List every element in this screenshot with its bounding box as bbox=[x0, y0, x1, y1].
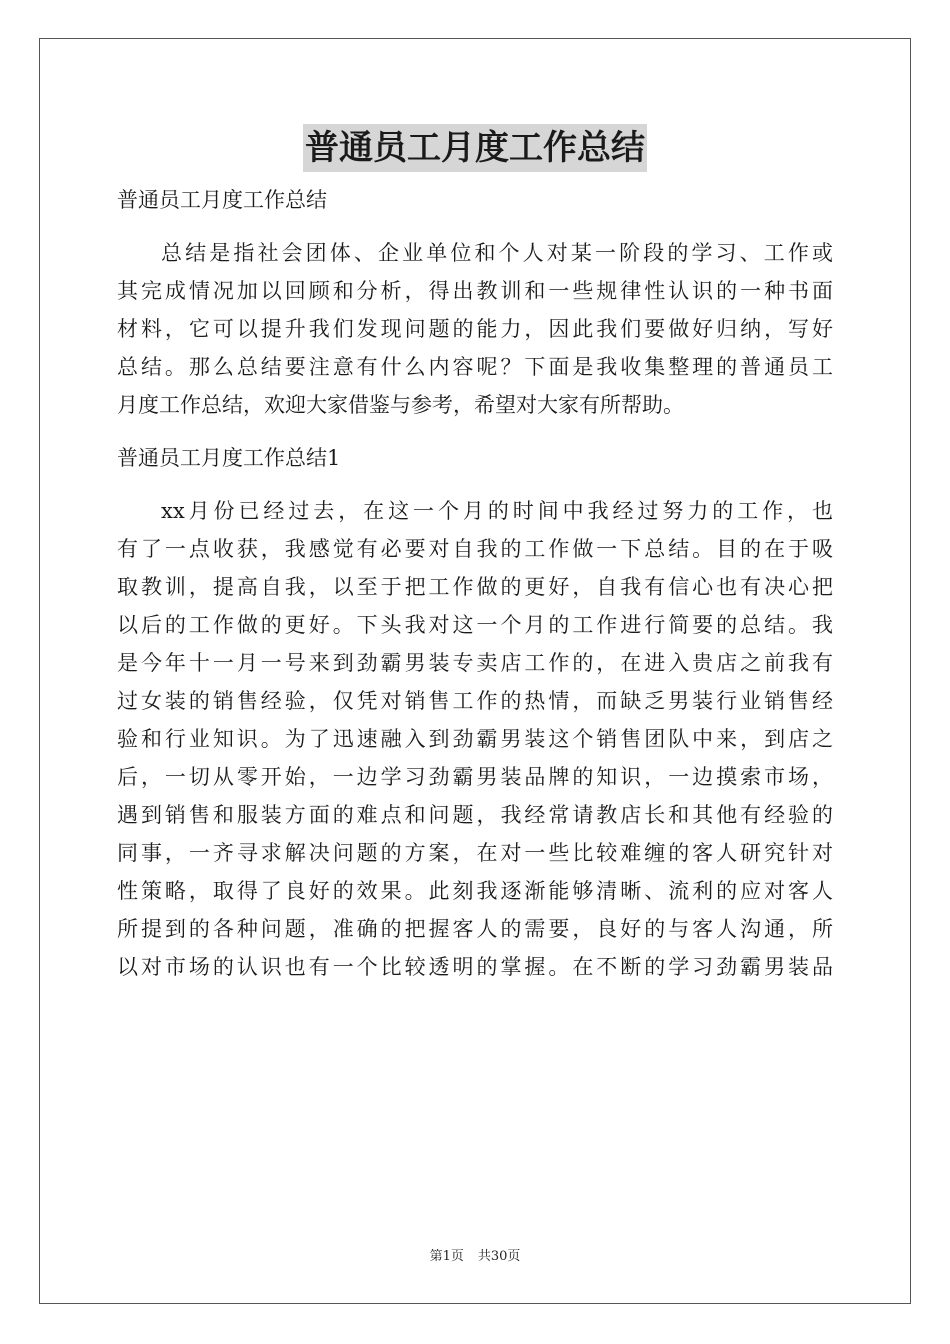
page-number: 第1页 bbox=[429, 1249, 464, 1264]
intro-line: 材料，它可以提升我们发现问题的能力，因此我们要做好归纳，写好 bbox=[117, 317, 833, 341]
document-body bbox=[117, 181, 833, 1001]
intro-line: 其完成情况加以回顾和分析，得出教训和一些规律性认识的一种书面 bbox=[117, 279, 833, 303]
body-line: 有了一点收获，我感觉有必要对自我的工作做一下总结。目的在于吸 bbox=[117, 537, 833, 561]
document-title: 普通员工月度工作总结 bbox=[303, 124, 647, 172]
page-total: 共30页 bbox=[477, 1249, 521, 1264]
body-line: 过女装的销售经验，仅凭对销售工作的热情，而缺乏男装行业销售经 bbox=[117, 689, 833, 713]
intro-paragraph bbox=[117, 234, 833, 424]
document-subtitle: 普通员工月度工作总结 bbox=[117, 188, 327, 212]
section-heading: 普通员工月度工作总结1 bbox=[117, 446, 341, 470]
body-paragraph bbox=[117, 492, 833, 986]
intro-line: 总结。那么总结要注意有什么内容呢？下面是我收集整理的普通员工 bbox=[117, 355, 833, 379]
page-footer bbox=[0, 1245, 950, 1264]
body-line: xx月份已经过去，在这一个月的时间中我经过努力的工作，也 bbox=[161, 499, 833, 523]
body-line: 性策略，取得了良好的效果。此刻我逐渐能够清晰、流利的应对客人 bbox=[117, 879, 833, 903]
body-line: 以后的工作做的更好。下头我对这一个月的工作进行简要的总结。我 bbox=[117, 613, 833, 637]
body-line: 是今年十一月一号来到劲霸男装专卖店工作的，在进入贵店之前我有 bbox=[117, 651, 833, 675]
body-line: 取教训，提高自我，以至于把工作做的更好，自我有信心也有决心把 bbox=[117, 575, 833, 599]
intro-line: 总结是指社会团体、企业单位和个人对某一阶段的学习、工作或 bbox=[161, 241, 833, 265]
body-line: 以对市场的认识也有一个比较透明的掌握。在不断的学习劲霸男装品 bbox=[117, 955, 833, 979]
body-line: 验和行业知识。为了迅速融入到劲霸男装这个销售团队中来，到店之 bbox=[117, 727, 833, 751]
body-line: 所提到的各种问题，准确的把握客人的需要，良好的与客人沟通，所 bbox=[117, 917, 833, 941]
body-line: 后，一切从零开始，一边学习劲霸男装品牌的知识，一边摸索市场， bbox=[117, 765, 833, 789]
intro-line: 月度工作总结，欢迎大家借鉴与参考，希望对大家有所帮助。 bbox=[117, 393, 684, 417]
body-line: 遇到销售和服装方面的难点和问题，我经常请教店长和其他有经验的 bbox=[117, 803, 833, 827]
title-container bbox=[0, 124, 950, 172]
body-line: 同事，一齐寻求解决问题的方案，在对一些比较难缠的客人研究针对 bbox=[117, 841, 833, 865]
